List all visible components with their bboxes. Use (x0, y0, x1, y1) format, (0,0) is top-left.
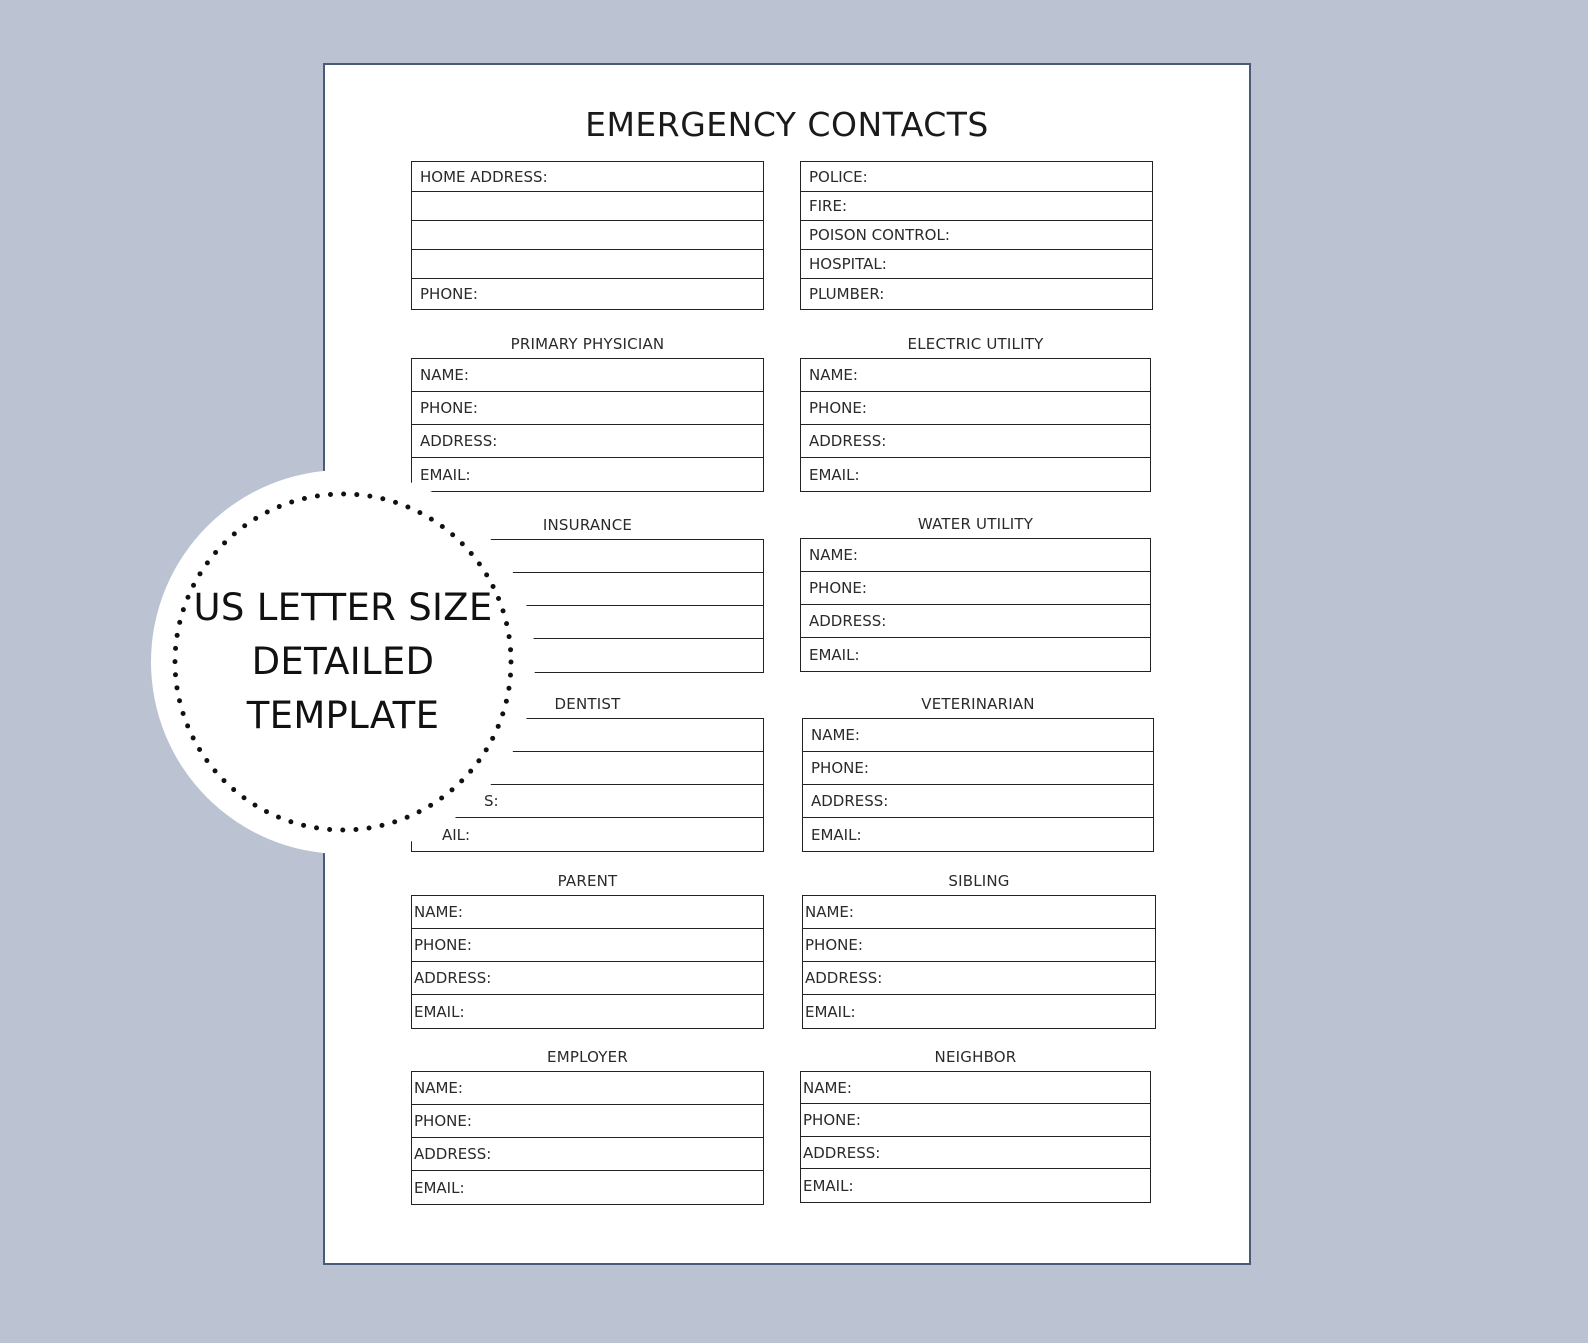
neighbor-block (800, 1048, 1151, 1203)
police-row: POLICE: (801, 162, 1152, 192)
parent-address-row: ADDRESS: (412, 962, 763, 995)
water-utility-label: WATER UTILITY (917, 515, 1034, 533)
sibling-label: SIBLING (948, 872, 1010, 890)
veterinarian-box (802, 718, 1154, 852)
parent-name-row: NAME: (412, 896, 763, 929)
fire-row: FIRE: (801, 192, 1152, 221)
parent-email-row: EMAIL: (414, 1002, 465, 1021)
electric-utility-phone-row: PHONE: (801, 392, 1150, 425)
badge-line-3: TEMPLATE (246, 694, 440, 737)
services-block (800, 161, 1153, 310)
sibling-block (802, 872, 1156, 1029)
water-utility-email-row: EMAIL: (809, 645, 860, 664)
primary-physician-address-row: ADDRESS: (412, 425, 763, 458)
home-address-line-2 (412, 192, 763, 221)
neighbor-email-row: EMAIL: (803, 1176, 854, 1195)
electric-utility-name-row: NAME: (801, 359, 1150, 392)
home-address-row: HOME ADDRESS: (412, 162, 763, 192)
parent-label: PARENT (557, 872, 618, 890)
veterinarian-phone-row: PHONE: (803, 752, 1153, 785)
home-address-line-3 (412, 221, 763, 250)
badge-text (151, 470, 535, 854)
neighbor-label: NEIGHBOR (934, 1048, 1017, 1066)
electric-utility-address-row: ADDRESS: (801, 425, 1150, 458)
sibling-phone-row: PHONE: (803, 929, 1155, 962)
dentist-label: DENTIST (554, 695, 621, 713)
primary-physician-name-row: NAME: (412, 359, 763, 392)
employer-address-row: ADDRESS: (412, 1138, 763, 1171)
electric-utility-block (800, 335, 1151, 492)
neighbor-address-row: ADDRESS: (801, 1137, 1150, 1169)
water-utility-name-row: NAME: (801, 539, 1150, 572)
employer-block (411, 1048, 764, 1205)
home-address-block (411, 161, 764, 310)
veterinarian-address-row: ADDRESS: (803, 785, 1153, 818)
employer-label: EMPLOYER (547, 1048, 628, 1066)
page-title: EMERGENCY CONTACTS (585, 105, 989, 144)
neighbor-box (800, 1071, 1151, 1203)
water-utility-box (800, 538, 1151, 672)
veterinarian-block (802, 695, 1154, 852)
home-address-box (411, 161, 764, 310)
neighbor-name-row: NAME: (801, 1072, 1150, 1104)
primary-physician-email-row: EMAIL: (420, 465, 471, 484)
badge-line-2: DETAILED (251, 640, 435, 683)
employer-box (411, 1071, 764, 1205)
services-box (800, 161, 1153, 310)
neighbor-phone-row: PHONE: (801, 1104, 1150, 1137)
water-utility-address-row: ADDRESS: (801, 605, 1150, 638)
electric-utility-label: ELECTRIC UTILITY (907, 335, 1044, 353)
electric-utility-box (800, 358, 1151, 492)
parent-phone-row: PHONE: (412, 929, 763, 962)
letter-size-badge (151, 470, 535, 854)
poison-control-row: POISON CONTROL: (801, 221, 1152, 250)
parent-block (411, 872, 764, 1029)
veterinarian-name-row: NAME: (803, 719, 1153, 752)
employer-phone-row: PHONE: (412, 1105, 763, 1138)
sibling-email-row: EMAIL: (805, 1002, 856, 1021)
electric-utility-email-row: EMAIL: (809, 465, 860, 484)
veterinarian-email-row: EMAIL: (811, 825, 862, 844)
veterinarian-label: VETERINARIAN (921, 695, 1035, 713)
sibling-address-row: ADDRESS: (803, 962, 1155, 995)
primary-physician-label: PRIMARY PHYSICIAN (510, 335, 665, 353)
employer-email-row: EMAIL: (414, 1178, 465, 1197)
employer-name-row: NAME: (412, 1072, 763, 1105)
parent-box (411, 895, 764, 1029)
badge-line-1: US LETTER SIZE (193, 586, 493, 629)
water-utility-phone-row: PHONE: (801, 572, 1150, 605)
home-address-line-4 (412, 250, 763, 279)
sibling-box (802, 895, 1156, 1029)
dentist-email-row: AIL: (442, 825, 471, 844)
sibling-name-row: NAME: (803, 896, 1155, 929)
primary-physician-phone-row: PHONE: (412, 392, 763, 425)
dentist-address-row: S: (412, 785, 763, 818)
water-utility-block (800, 515, 1151, 672)
home-phone-row: PHONE: (420, 285, 478, 303)
plumber-row: PLUMBER: (809, 285, 885, 303)
insurance-label: INSURANCE (542, 516, 633, 534)
hospital-row: HOSPITAL: (801, 250, 1152, 279)
